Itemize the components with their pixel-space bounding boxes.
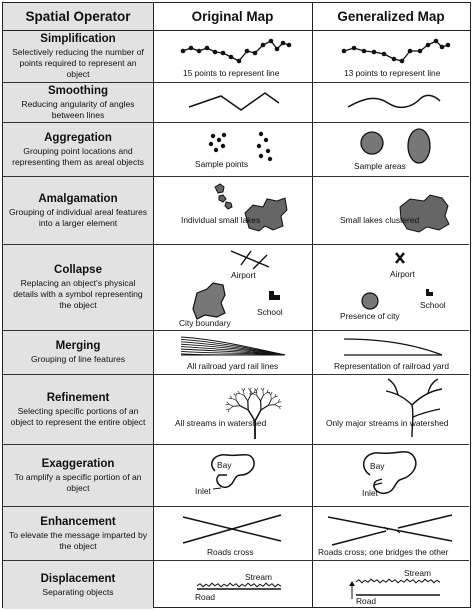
row-exaggeration: [3, 445, 469, 507]
school-label: School: [257, 307, 283, 317]
vertex-point: [221, 51, 226, 56]
operator-cell: [3, 245, 153, 330]
runway-icon: [231, 251, 269, 269]
airport-label: Airport: [390, 269, 415, 279]
operator-name: Displacement: [40, 572, 116, 585]
row-collapse: [3, 245, 469, 331]
vertex-point: [287, 43, 292, 48]
original-map-cell: [153, 375, 312, 444]
original-map-cell: [153, 507, 312, 560]
operator-description: Grouping of individual areal features into a larger element: [8, 206, 148, 228]
stream-segment: [244, 391, 245, 396]
generalized-map-cell: [312, 331, 470, 374]
caption: Small lakes clustered: [340, 215, 420, 225]
stream-label: Stream: [404, 568, 431, 578]
stream-segment: [254, 390, 255, 393]
smoothed-line: [312, 83, 470, 123]
original-map-cell: [153, 31, 312, 82]
vertex-point: [205, 46, 210, 51]
caption: All railroad yard rail lines: [187, 361, 279, 371]
stream-segment: [257, 396, 261, 401]
caption: 15 points to represent line: [183, 68, 280, 78]
stream-network-full: [153, 375, 312, 445]
stream-segment: [256, 388, 257, 391]
stream-segment: [229, 404, 233, 406]
row-smoothing: [3, 83, 469, 123]
vertex-point: [342, 49, 347, 54]
operator-description: To amplify a specific portion of an object: [14, 471, 142, 493]
road-label: Road: [356, 596, 377, 606]
operator-description: To elevate the message imparted by the object: [8, 529, 148, 551]
operator-cell: [3, 331, 153, 374]
operator-cell: [3, 31, 153, 82]
generalized-map-cell: [312, 245, 470, 330]
operator-cell: [3, 507, 153, 560]
vertex-point: [392, 57, 397, 62]
vertex-point: [253, 51, 258, 56]
vertex-point: [213, 50, 218, 55]
vertex-point: [352, 46, 357, 51]
stream-segment: [263, 393, 267, 396]
stream-segment: [234, 393, 236, 396]
bay-label: Bay: [370, 461, 385, 471]
generalized-map-cell: [312, 123, 470, 176]
vertex-point: [237, 59, 242, 64]
operator-description: Reducing angularity of angles between lines: [21, 98, 135, 120]
vertex-point: [275, 47, 280, 52]
school-label: School: [420, 300, 446, 310]
stream-segment: [269, 392, 271, 395]
stream-label: Stream: [245, 572, 272, 582]
row-enhancement: [3, 507, 469, 561]
generalized-map-cell: [312, 561, 470, 609]
angular-line: [153, 83, 312, 123]
row-amalgamation: [3, 177, 469, 245]
stream-segment: [227, 402, 229, 405]
generalization-operators-table: [2, 2, 471, 608]
vertex-point: [372, 50, 377, 55]
stream-segment: [271, 397, 275, 400]
vertex-point: [382, 52, 387, 57]
stream-road-displaced: [312, 561, 470, 609]
stream-segment: [275, 405, 279, 407]
operator-name: Amalgamation: [38, 192, 118, 205]
caption: Only major streams in watershed: [326, 418, 449, 428]
generalized-map-cell: [312, 445, 470, 506]
original-map-cell: [153, 177, 312, 244]
caption: Roads cross: [207, 547, 254, 557]
generalized-map-cell: [312, 31, 470, 82]
row-simplification: [3, 31, 469, 83]
vertex-point: [189, 46, 194, 51]
vertex-point: [446, 43, 451, 48]
original-map-cell: [153, 445, 312, 506]
vertex-point: [229, 55, 234, 60]
operator-description: Replacing an object's physical details with a symbol representing the object: [13, 278, 143, 310]
road-label: Road: [195, 592, 216, 602]
row-displacement: [3, 561, 469, 609]
city-label: Presence of city: [340, 311, 400, 321]
inlet-label: Inlet: [195, 486, 211, 496]
operator-cell: [3, 445, 153, 506]
vertex-point: [362, 49, 367, 54]
stream-segment: [261, 395, 264, 401]
row-merging: [3, 331, 469, 375]
stream-segment: [240, 394, 244, 396]
stream-segment: [248, 395, 251, 401]
operator-description: Separating objects: [42, 586, 114, 597]
generalized-map-cell: [312, 177, 470, 244]
vertex-point: [400, 59, 405, 64]
vertex-point: [281, 41, 286, 46]
operator-description: Grouping of line features: [30, 354, 126, 365]
vertex-point: [245, 49, 250, 54]
stream-segment: [278, 399, 279, 402]
operator-name: Collapse: [54, 264, 102, 277]
bay-generalized: [312, 445, 470, 507]
vertex-point: [440, 45, 445, 50]
stream-segment: [275, 394, 276, 397]
stream-segment: [269, 400, 272, 406]
stream-segment: [279, 407, 281, 410]
caption: All streams in watershed: [175, 418, 267, 428]
operator-name: Simplification: [40, 33, 116, 46]
header-spatial-operator: Spatial Operator: [3, 3, 153, 31]
inlet-label: Inlet: [362, 488, 378, 498]
row-aggregation: [3, 123, 469, 177]
stream-segment: [248, 388, 250, 391]
stream-segment: [236, 400, 240, 405]
stream-segment: [226, 404, 229, 405]
stream-segment: [267, 390, 268, 393]
clustered-lakes: [312, 177, 470, 245]
operator-name: Refinement: [46, 391, 110, 404]
operator-name: Aggregation: [44, 131, 112, 144]
stream-segment: [236, 393, 237, 396]
generalized-map-cell: [312, 375, 470, 444]
vertex-point: [408, 49, 413, 54]
city-boundary-shape: [193, 283, 225, 319]
operator-description: Selecting specific portions of an object to represent the entire object: [10, 405, 146, 427]
school-symbol-icon: [426, 289, 433, 296]
row-refinement: [3, 375, 469, 445]
stream-segment: [229, 406, 233, 409]
operator-cell: [3, 375, 153, 444]
operator-cell: [3, 561, 153, 609]
vertex-point: [434, 39, 439, 44]
airport-label: Airport: [231, 270, 256, 280]
stream-segment: [253, 394, 257, 396]
airport-symbol-icon: [396, 253, 404, 263]
original-map-cell: [153, 331, 312, 374]
caption: Representation of railroad yard: [334, 361, 449, 371]
original-map-cell: [153, 83, 312, 122]
operator-name: Enhancement: [40, 515, 116, 528]
generalized-map-cell: [312, 83, 470, 122]
stream-segment: [269, 405, 275, 406]
stream-segment: [275, 402, 279, 405]
stream-segment: [261, 388, 263, 391]
individual-lakes: [153, 177, 312, 245]
bay-original: [153, 445, 312, 507]
operator-description: Selectively reducing the number of points required to represent an object: [12, 47, 144, 79]
caption: Roads cross; one bridges the other: [318, 547, 449, 557]
operator-cell: [3, 83, 153, 122]
city-symbol-icon: [362, 293, 378, 309]
operator-description: Grouping point locations and representing them as areal objects: [12, 145, 144, 167]
stream-segment: [240, 406, 248, 410]
arrow-up-icon: [349, 581, 355, 599]
vertex-point: [269, 39, 274, 44]
operator-name: Exaggeration: [41, 457, 115, 470]
bay-label: Bay: [217, 460, 232, 470]
vertex-point: [197, 49, 202, 54]
caption: 13 points to represent line: [344, 68, 441, 78]
stream-segment: [261, 405, 269, 410]
stream-segment: [233, 406, 240, 407]
stream-segment: [271, 392, 272, 395]
generalized-map-cell: [312, 507, 470, 560]
stream-network-major: [312, 375, 470, 445]
stream-segment: [238, 391, 240, 394]
stream-segment: [263, 388, 264, 391]
header-generalized-map: Generalized Map: [312, 3, 470, 31]
stream-segment: [251, 391, 253, 394]
stream-road-original: [153, 561, 312, 609]
stream-segment: [250, 388, 251, 391]
vertex-point: [181, 49, 186, 54]
stream-segment: [242, 388, 244, 391]
operator-cell: [3, 177, 153, 244]
school-icon: [269, 291, 280, 300]
city-label: City boundary: [179, 318, 231, 328]
vertex-point: [426, 43, 431, 48]
collapse-original: [153, 245, 312, 331]
vertex-point: [418, 49, 423, 54]
header-original-map: Original Map: [153, 3, 312, 31]
caption: Sample areas: [354, 161, 406, 171]
stream-segment: [232, 398, 236, 400]
stream-segment: [244, 396, 248, 401]
caption: Sample points: [195, 159, 249, 169]
caption: Individual small lakes: [181, 215, 261, 225]
original-map-cell: [153, 561, 312, 609]
operator-cell: [3, 123, 153, 176]
stream-segment: [230, 396, 232, 399]
stream-segment: [244, 388, 245, 391]
vertex-point: [261, 43, 266, 48]
stream-segment: [256, 391, 257, 396]
original-map-cell: [153, 123, 312, 176]
original-map-cell: [153, 245, 312, 330]
stream-segment: [228, 409, 229, 412]
operator-name: Merging: [55, 340, 101, 353]
operator-name: Smoothing: [47, 84, 109, 97]
